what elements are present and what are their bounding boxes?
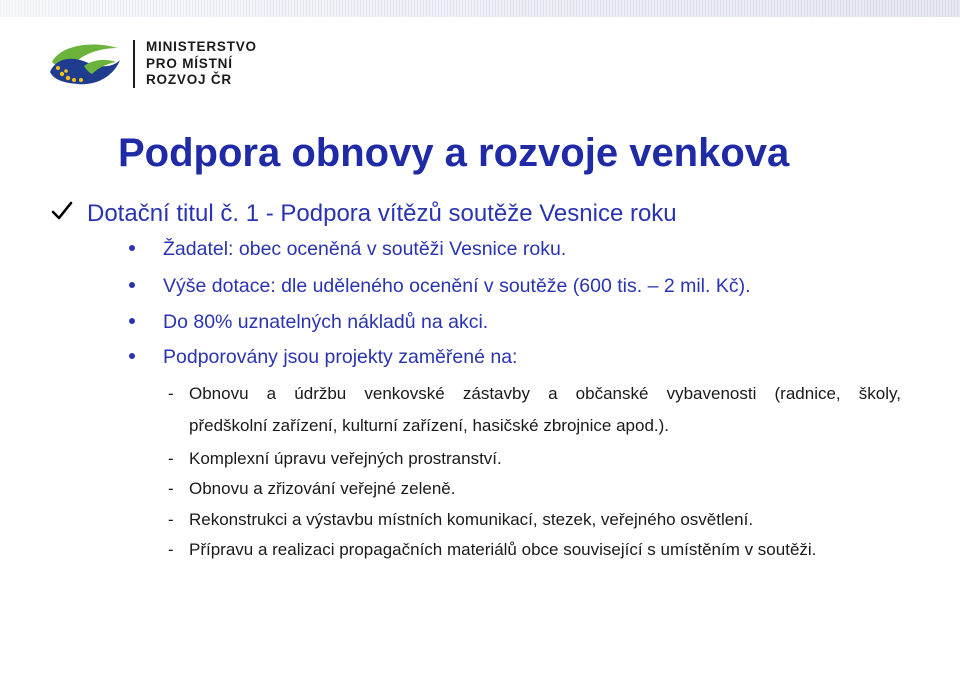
logo-line-3: ROZVOJ ČR xyxy=(146,72,232,87)
logo-line-2: PRO MÍSTNÍ xyxy=(146,55,233,71)
dash-marker: - xyxy=(168,540,174,559)
subitem-4: Rekonstrukci a výstavbu místních komunikací, stezek, veřejného osvětlení. xyxy=(189,510,754,529)
slide-heading: Dotační titul č. 1 - Podpora vítězů soutěže Vesnice roku xyxy=(87,200,677,227)
dash-marker: - xyxy=(168,449,174,468)
ministry-logo-emblem-icon xyxy=(46,38,124,90)
bullet-applicant: Žadatel: obec oceněná v soutěži Vesnice roku. xyxy=(163,238,567,260)
subitem-2: Komplexní úpravu veřejných prostranství. xyxy=(189,449,502,468)
ministry-logo-text xyxy=(146,39,257,89)
checkmark-icon xyxy=(51,201,73,221)
bullet-dot-icon xyxy=(129,282,135,288)
subitem-3: Obnovu a zřizování veřejné zeleně. xyxy=(189,479,456,498)
dash-marker: - xyxy=(168,384,174,403)
bullet-supported-projects: Podporovány jsou projekty zaměřené na: xyxy=(163,346,518,368)
logo-divider xyxy=(133,40,135,88)
bullet-dot-icon xyxy=(129,318,135,324)
top-bar-gradient xyxy=(0,0,960,17)
dash-marker: - xyxy=(168,479,174,498)
logo-line-1: MINISTERSTVO xyxy=(146,39,257,54)
dash-marker: - xyxy=(168,510,174,529)
subitem-1-line-1: Obnovu a údržbu venkovské zástavby a občanské vybavenosti (radnice, školy, xyxy=(189,384,901,403)
subitem-5: Přípravu a realizaci propagačních materiálů obce související s umístěním v soutěži. xyxy=(189,540,817,559)
bullet-dot-icon xyxy=(129,245,135,251)
subitem-1-line-2: předškolní zařízení, kulturní zařízení, hasičské zbrojnice apod.). xyxy=(189,416,670,435)
bullet-dot-icon xyxy=(129,353,135,359)
bullet-subsidy-amount: Výše dotace: dle uděleného ocenění v soutěže (600 tis. – 2 mil. Kč). xyxy=(163,275,751,297)
bullet-eligible-costs: Do 80% uznatelných nákladů na akci. xyxy=(163,311,489,333)
slide-title: Podpora obnovy a rozvoje venkova xyxy=(118,131,790,175)
